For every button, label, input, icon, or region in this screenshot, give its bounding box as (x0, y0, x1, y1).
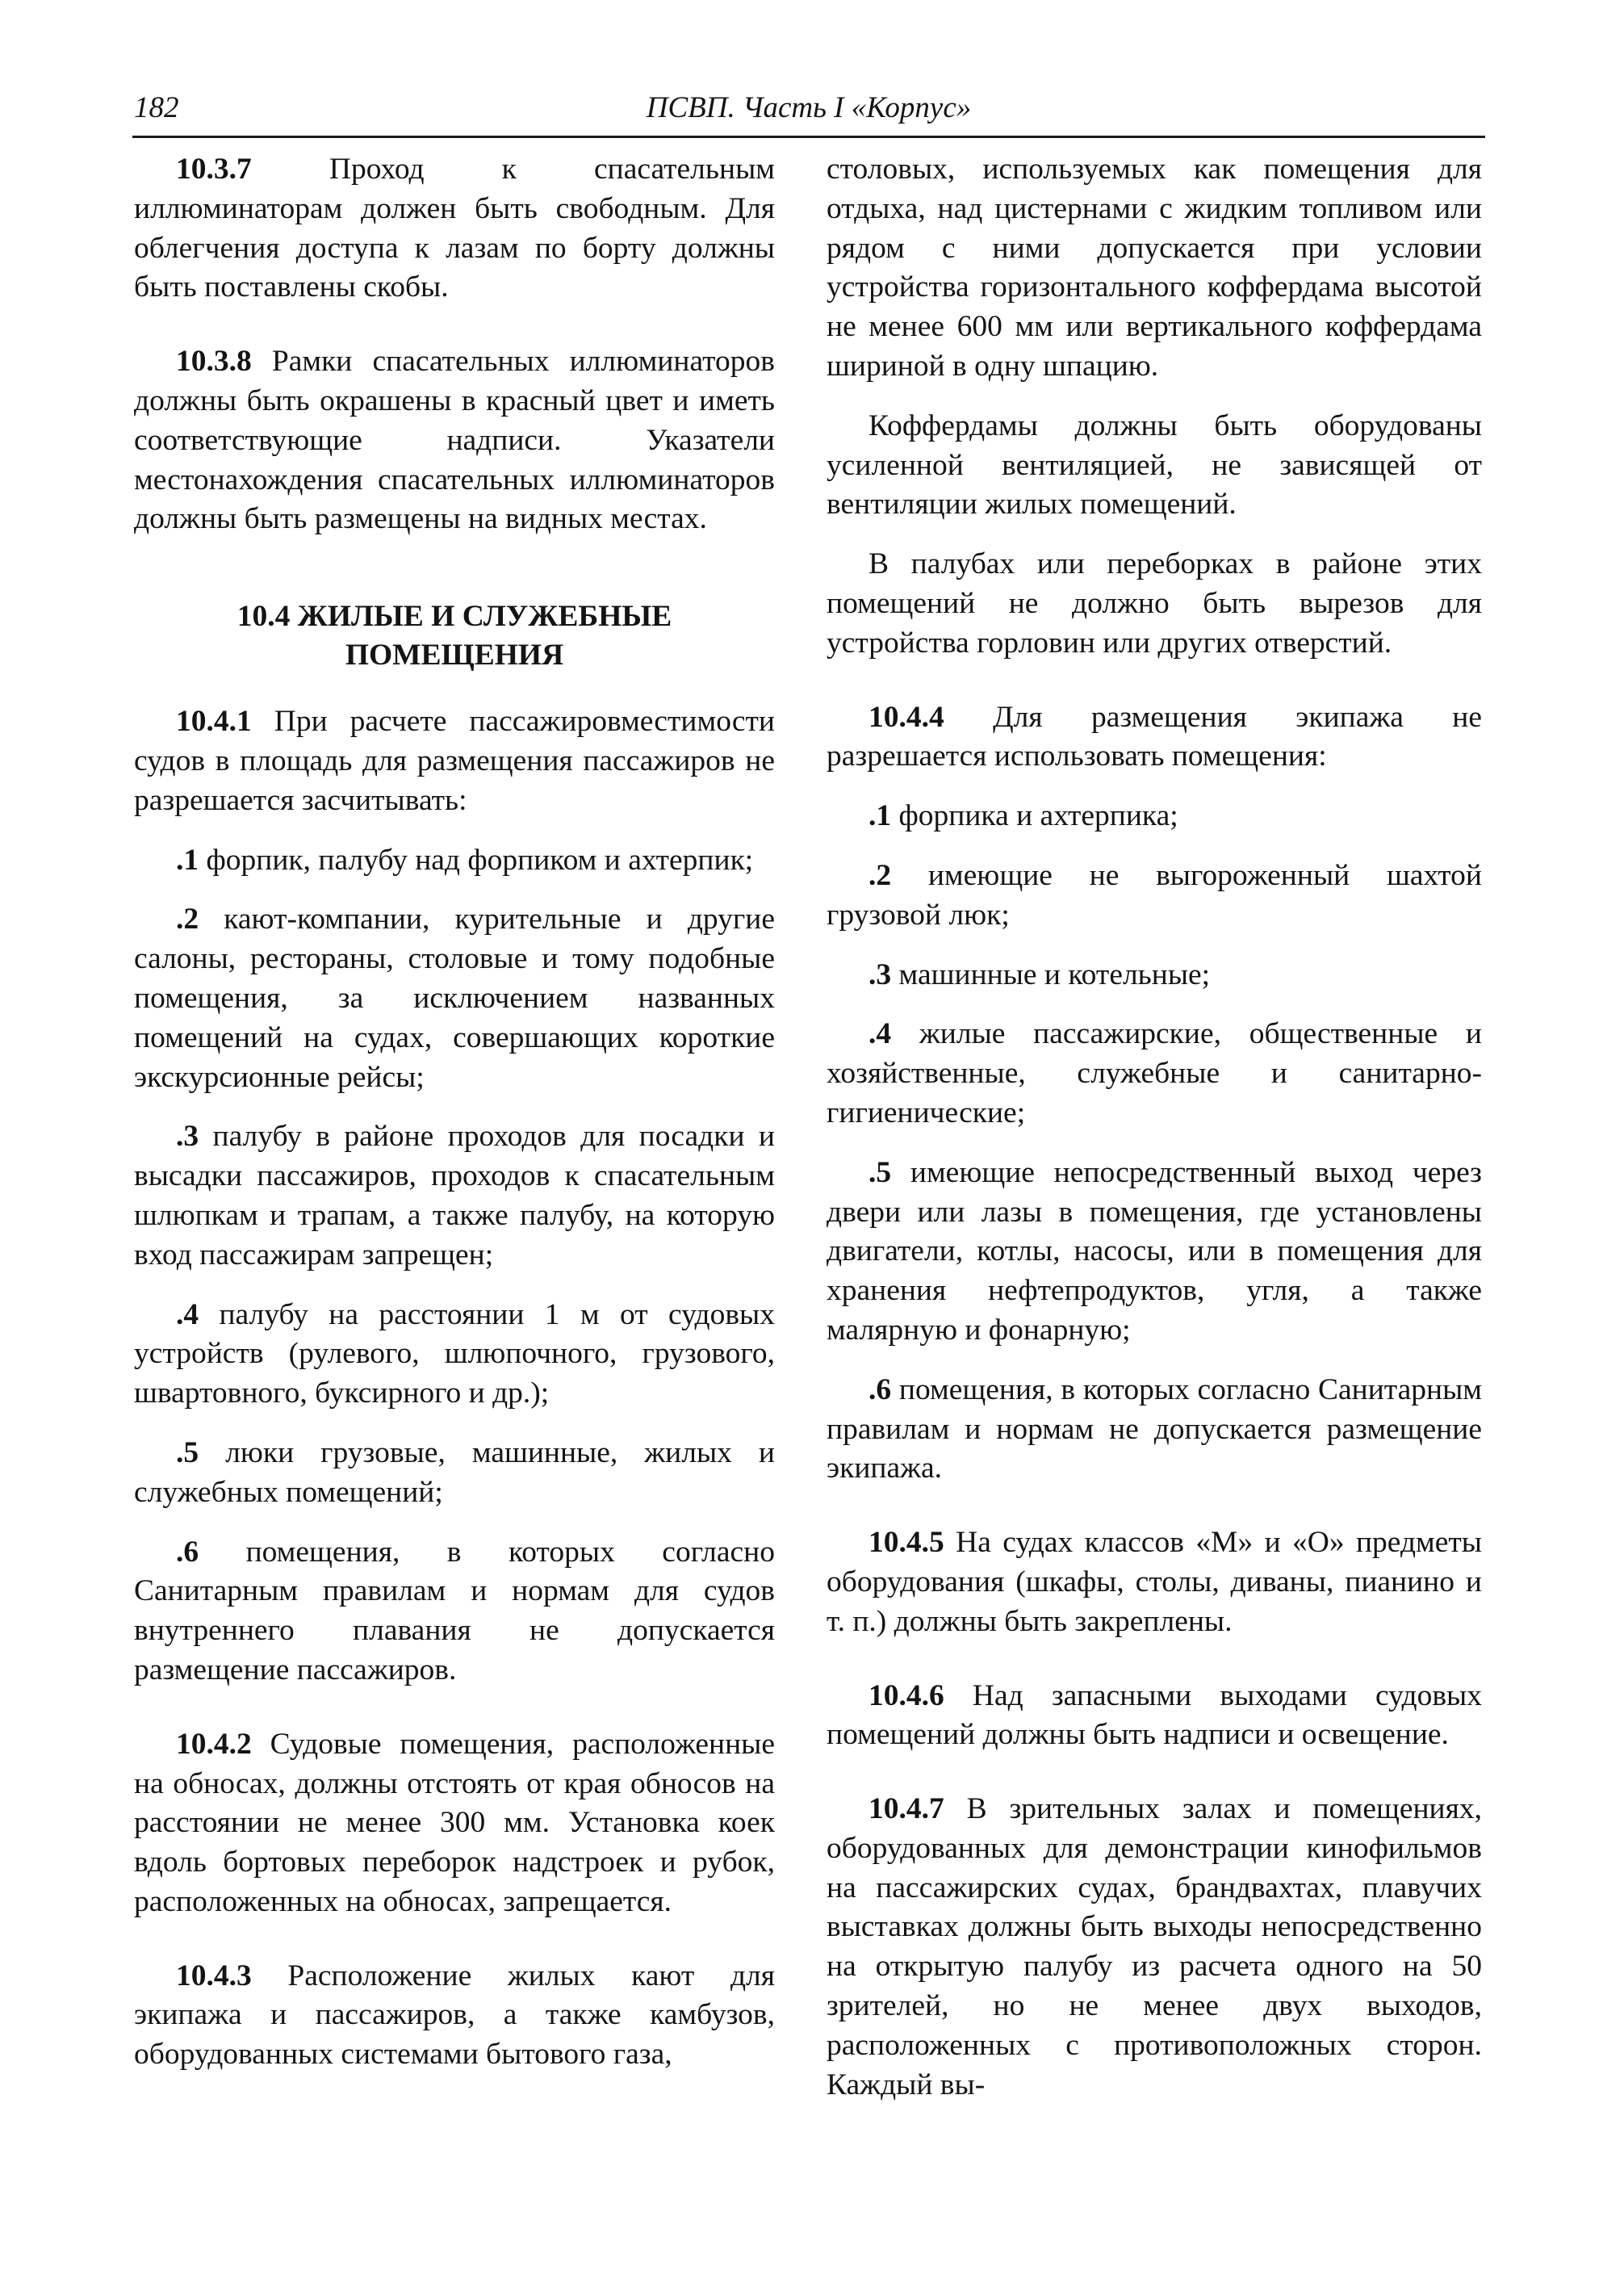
list-item-10-4-1-6: .6 помещения, в которых согласно Санитарным правилам и нормам для судов внутреннего плавания не допускается размещение пассажиров. (134, 1535, 775, 1686)
paragraph-10-4-7: 10.4.7 В зрительных залах и помещениях, оборудованных для демонстрации кинофильмов на пассажирских судах, брандвахтах, плавучих выставках должны быть выходы непосредственно на открытую палубу из расчета одного на 50 зрителей, но не менее двух выходов, расположенных с противоположных сторон. Каждый вы- (827, 1792, 1482, 2101)
paragraph-10-4-1: 10.4.1 При расчете пассажировместимости судов в площадь для размещения пассажиров не разрешается засчитывать: (134, 705, 775, 817)
list-item-10-4-1-3: .3 палубу в районе проходов для посадки и высадки пассажиров, проходов к спасательным шлюпкам и трапам, а также палубу, на которую вход пассажирам запрещен; (134, 1120, 775, 1272)
section-heading-line-2: ПОМЕЩЕНИЯ (345, 639, 564, 672)
list-item-10-4-1-4: .4 палубу на расстоянии 1 м от судовых устройств (рулевого, шлюпочного, грузового, швартовного, буксирного и др.); (134, 1297, 775, 1410)
list-item-10-4-4-3: .3 машинные и котельные; (868, 957, 1211, 991)
list-item-10-4-1-2: .2 кают-компании, курительные и другие салоны, рестораны, столовые и тому подобные помещения, за исключением названных помещений на судах, совершающих короткие экскурсионные рейсы; (134, 903, 775, 1094)
section-heading-line-1: 10.4 ЖИЛЫЕ И СЛУЖЕБНЫЕ (236, 600, 672, 634)
paragraph-10-3-8: 10.3.8 Рамки спасательных иллюминаторов должны быть окрашены в красный цвет и иметь соответствующие надписи. Указатели местонахождения спасательных иллюминаторов должны быть размещены на видных местах. (134, 345, 775, 536)
right-column (827, 150, 1482, 2105)
paragraph-10-4-2: 10.4.2 Судовые помещения, расположенные на обносах, должны отстоять от края обносов на расстоянии не менее 300 мм. Установка коек вдоль бортовых переборок надстроек и рубок, расположенных на обносах, запрещается. (134, 1727, 775, 1918)
list-item-10-4-4-1: .1 форпика и ахтерпика; (868, 799, 1178, 833)
paragraph-10-4-3: 10.4.3 Расположение жилых кают для экипажа и пассажиров, а также камбузов, оборудованных системами бытового газа, (134, 1959, 775, 2072)
list-item-10-4-4-6: .6 помещения, в которых согласно Санитарным правилам и нормам не допускается размещение экипажа. (827, 1372, 1482, 1485)
paragraph-10-3-7: 10.3.7 Проход к спасательным иллюминаторам должен быть свободным. Для облегчения доступа к лазам по борту должны быть поставлены скобы. (134, 153, 775, 304)
list-item-10-4-4-4: .4 жилые пассажирские, общественные и хозяйственные, служебные и санитарно-гигиенические; (827, 1017, 1482, 1129)
page-number: 182 (134, 91, 179, 124)
running-title: ПСВП. Часть I «Корпус» (646, 91, 972, 124)
list-item-10-4-1-5: .5 люки грузовые, машинные, жилых и служебных помещений; (134, 1435, 775, 1509)
paragraph-10-4-3-continued: столовых, используемых как помещения для отдыха, над цистернами с жидким топливом или рядом с ними допускается при условии устройства горизонтального коффердама высотой не менее 600 мм или вертикального коффердама шириной в одну шпацию. (827, 153, 1482, 383)
list-item-10-4-1-1: .1 форпик, палубу над форпиком и ахтерпик; (176, 843, 754, 877)
paragraph-deck-openings: В палубах или переборках в районе этих помещений не должно быть вырезов для устройства горловин или других отверстий. (827, 547, 1482, 660)
left-column (134, 150, 775, 2075)
paragraph-cofferdam-ventilation: Коффердамы должны быть оборудованы усиленной вентиляцией, не зависящей от вентиляции жилых помещений. (827, 409, 1482, 522)
page-header (132, 87, 1485, 138)
list-item-10-4-4-2: .2 имеющие не выгороженный шахтой грузовой люк; (827, 858, 1482, 932)
list-item-10-4-4-5: .5 имеющие непосредственный выход через двери или лазы в помещения, где установлены двигатели, котлы, насосы, или в помещения для хранения нефтепродуктов, угля, а также малярную и фонарную; (827, 1155, 1482, 1347)
paragraph-10-4-4: 10.4.4 Для размещения экипажа не разрешается использовать помещения: (827, 700, 1482, 773)
paragraph-10-4-5: 10.4.5 На судах классов «М» и «О» предметы оборудования (шкафы, столы, диваны, пианино и т. п.) должны быть закреплены. (827, 1526, 1482, 1638)
paragraph-10-4-6: 10.4.6 Над запасными выходами судовых помещений должны быть надписи и освещение. (827, 1678, 1482, 1752)
section-heading-10-4 (134, 597, 775, 675)
